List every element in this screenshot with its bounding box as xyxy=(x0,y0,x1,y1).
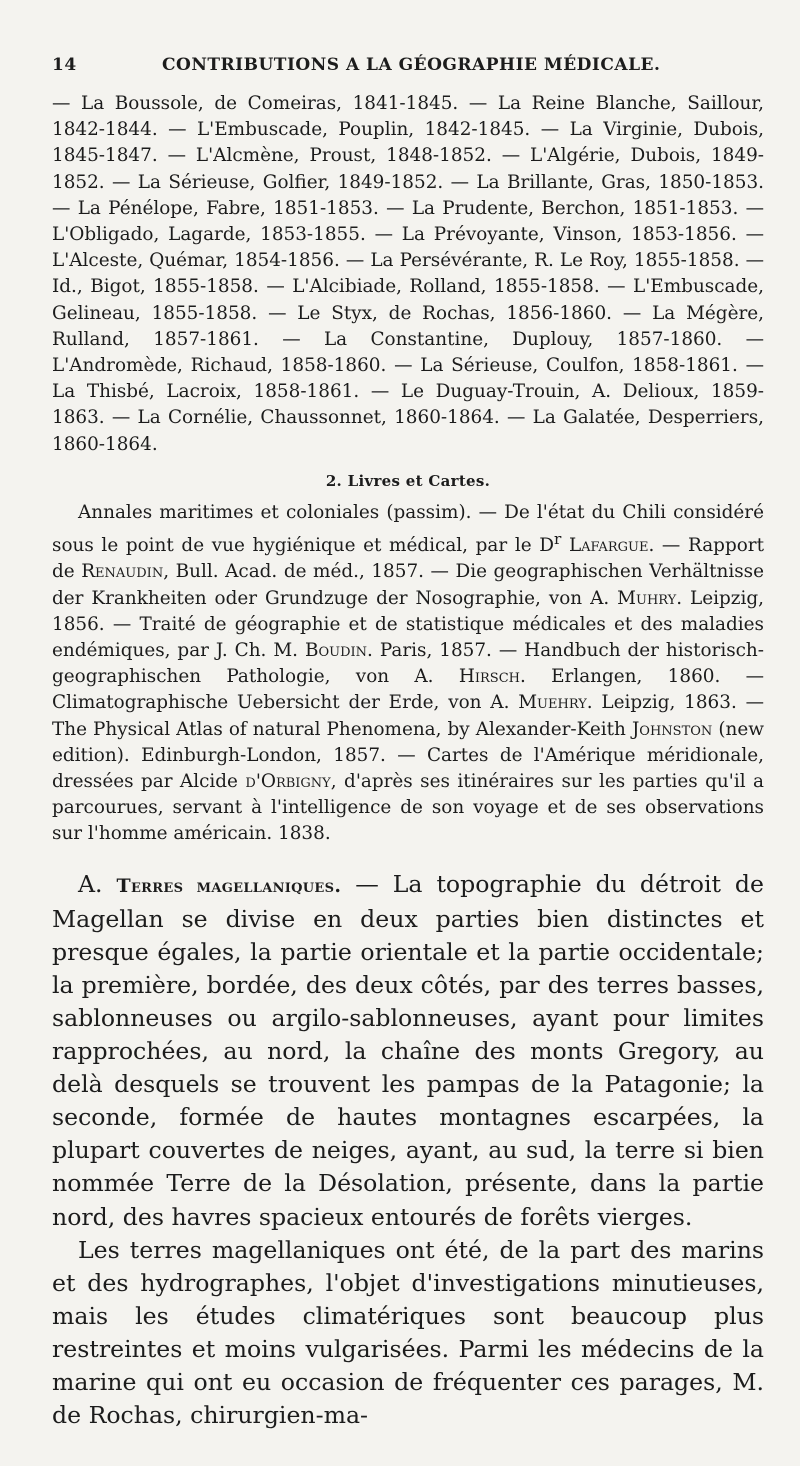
author-renaudin: Renaudin xyxy=(81,561,164,583)
author-hirsch: Hirsch xyxy=(458,666,520,688)
books-text-2: . — Rapport de xyxy=(52,535,764,583)
last-paragraph: Les terres magellaniques ont été, de la part des marins et des hydrographes, l'objet d'investigations minutieuses, mais les études climatériques sont beaucoup plus restreintes et moins vulgarisées. Parmi les médecins de la marine qui ont eu occasion de fréquenter ces parages, M. de Rochas, chirurgien-ma- xyxy=(52,1235,764,1430)
section-a-subtitle: Terres magellaniques. xyxy=(116,874,342,897)
author-muehry: Muehry xyxy=(518,692,587,714)
running-title: CONTRIBUTIONS A LA GÉOGRAPHIE MÉDICALE. xyxy=(162,55,661,75)
author-muhry: Muhry xyxy=(617,587,677,609)
books-text-3: , Bull. Acad. de méd., 1857. — Die geographischen Verhältnisse der Krankheiten oder Grundzuge der Nosographie, von A. xyxy=(52,561,764,609)
books-text-1: Annales maritimes et coloniales (passim). — De l'état du Chili considéré sous le point de vue hygiénique et médical, par le D xyxy=(52,501,764,557)
author-boudin: Boudin xyxy=(304,639,368,661)
books-paragraph xyxy=(52,500,764,848)
running-head xyxy=(52,55,764,75)
section-a-text: — La topographie du détroit de Magellan se divise en deux parties bien distinctes et presque égales, la partie orientale et la partie occidentale; la première, bordée, des deux côtés, par des terres basses, sablonneuses ou argilo-sablonneuses, ayant pour limites rapprochées, au nord, la chaîne des monts Gregory, au delà desquels se trouvent les pampas de la Patagonie; la seconde, formée de hautes montagnes escarpées, la plupart couvertes de neiges, ayant, au sud, la terre si bien nommée Terre de la Désolation, présente, dans la partie nord, des havres spacieux entourés de forêts vierges. xyxy=(52,869,764,1231)
section-a-label: A. xyxy=(78,869,103,898)
section-heading: 2. Livres et Cartes. xyxy=(325,471,491,490)
books-sup: r xyxy=(553,530,562,549)
books-text-6: . Erlangen, 1860. — Climatographische Uebersicht der Erde, von A. xyxy=(52,666,764,714)
books-text-5: . Paris, 1857. — Handbuch der historisch-geographischen Pathologie, von A. xyxy=(52,639,764,688)
page-number: 14 xyxy=(52,55,77,75)
author-dorbigny: d'Orbigny xyxy=(245,771,331,792)
section-a-paragraph xyxy=(52,868,764,1234)
author-lafargue: Lafargue xyxy=(568,535,649,557)
books-text-8: (new edition). Edinburgh-London, 1857. — Cartes de l'Amérique méridionale, dressées par Alcide xyxy=(52,718,764,792)
books-text-9: , d'après ses itinéraires sur les parties qu'il a parcourues, servant à l'intelligence de son voyage et de ses observations sur l'homme américain. 1838. xyxy=(52,771,764,845)
books-text-7: . Leipzig, 1863. — The Physical Atlas of natural Phenomena, by Alexander-Keith xyxy=(52,692,764,740)
books-text-4: . Leipzig, 1856. — Traité de géographie et de statistique médicales et des maladies endémiques, par J. Ch. M. xyxy=(52,587,764,661)
ships-paragraph: — La Boussole, de Comeiras, 1841-1845. — La Reine Blanche, Saillour, 1842-1844. — L'Embuscade, Pouplin, 1842-1845. — La Virginie, Dubois, 1845-1847. — L'Alcmène, Proust, 1848-1852. — L'Algérie, Dubois, 1849-1852. — La Sérieuse, Golfier, 1849-1852. — La Brillante, Gras, 1850-1853. — La Pénélope, Fabre, 1851-1853. — La Prudente, Berchon, 1851-1853. — L'Obligado, Lagarde, 1853-1855. — La Prévoyante, Vinson, 1853-1856. — L'Alceste, Quémar, 1854-1856. — La Persévérante, R. Le Roy, 1855-1858. — Id., Bigot, 1855-1858. — L'Alcibiade, Rolland, 1855-1858. — L'Embuscade, Gelineau, 1855-1858. — Le Styx, de Rochas, 1856-1860. — La Mégère, Rulland, 1857-1861. — La Constantine, Duplouy, 1857-1860. — L'Andromède, Richaud, 1858-1860. — La Sérieuse, Coulfon, 1858-1861. — La Thisbé, Lacroix, 1858-1861. — Le Duguay-Trouin, A. Delioux, 1859-1863. — La Cornélie, Chaussonnet, 1860-1864. — La Galatée, Desperriers, 1860-1864. xyxy=(52,93,764,455)
author-johnston: Johnston xyxy=(631,718,713,740)
